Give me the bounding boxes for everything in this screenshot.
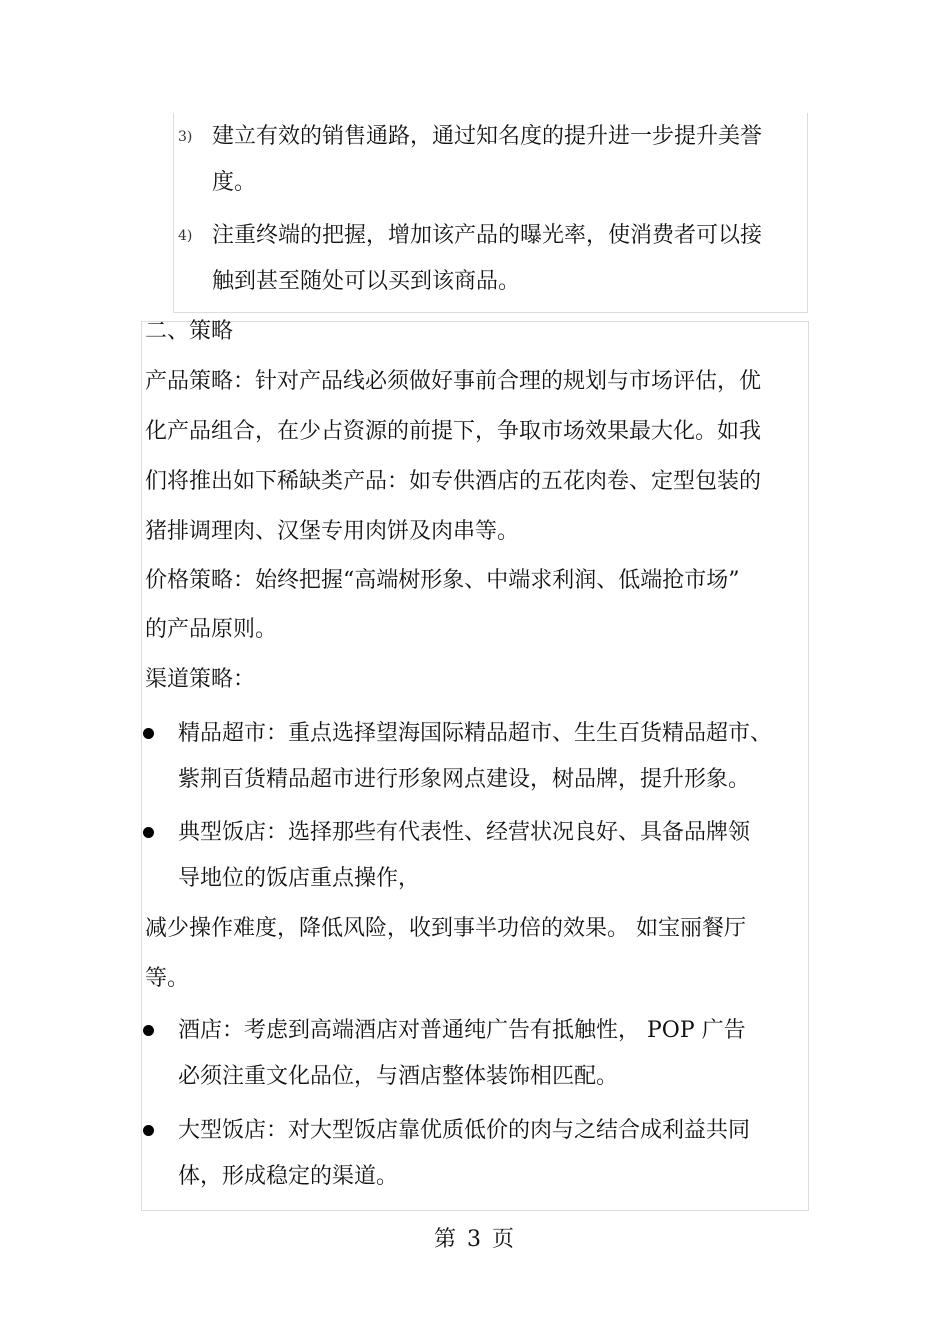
bullet-line: 导地位的饭店重点操作，: [178, 866, 421, 891]
bullet-line: 体，形成稳定的渠道。: [178, 1164, 399, 1189]
page-number: 第 3 页: [434, 1227, 516, 1252]
bullet-line: 紫荆百货精品超市进行形象网点建设，树品牌，提升形象。: [178, 767, 751, 792]
product-strategy-line: 化产品组合，在少占资源的前提下，争取市场效果最大化。如我: [145, 419, 762, 444]
bullet-line: 必须注重文化品位，与酒店整体装饰相匹配。: [178, 1064, 619, 1089]
product-strategy-line: 产品策略：针对产品线必须做好事前合理的规划与市场评估，优: [145, 369, 762, 394]
price-strategy-line: 价格策略：始终把握“高端树形象、中端求利润、低端抢市场”: [145, 568, 740, 593]
continuation-line: 减少操作难度，降低风险，收到事半功倍的效果。 如宝丽餐厅: [145, 916, 746, 941]
item-line: 触到甚至随处可以买到该商品。: [212, 269, 521, 294]
bullet-dot-icon: [143, 728, 154, 739]
bullet-line: 大型饭店：对大型饭店靠优质低价的肉与之结合成利益共同: [178, 1118, 751, 1143]
bullet-dot-icon: [143, 1125, 154, 1136]
bullet-line: 典型饭店：选择那些有代表性、经营状况良好、具备品牌领: [178, 820, 751, 845]
product-strategy-line: 们将推出如下稀缺类产品：如专供酒店的五花肉卷、定型包装的: [145, 469, 762, 494]
item-line: 度。: [212, 170, 257, 195]
product-strategy-line: 猪排调理肉、汉堡专用肉饼及肉串等。: [145, 519, 520, 544]
item-number: 4): [178, 228, 193, 244]
continuation-line: 等。: [145, 966, 190, 991]
item-number: 3): [178, 129, 193, 145]
bullet-dot-icon: [143, 827, 154, 838]
bullet-dot-icon: [143, 1025, 154, 1036]
bullet-line: 精品超市：重点选择望海国际精品超市、生生百货精品超市、: [178, 721, 773, 746]
section-heading: 二、策略: [145, 319, 234, 344]
bullet-line: 酒店：考虑到高端酒店对普通纯广告有抵触性， POP 广告: [178, 1018, 746, 1043]
price-strategy-line: 的产品原则。: [145, 617, 278, 642]
channel-strategy-label: 渠道策略：: [145, 667, 256, 692]
item-line: 注重终端的把握，增加该产品的曝光率，使消费者可以接: [212, 223, 763, 248]
item-line: 建立有效的销售通路，通过知名度的提升进一步提升美誉: [212, 124, 763, 149]
